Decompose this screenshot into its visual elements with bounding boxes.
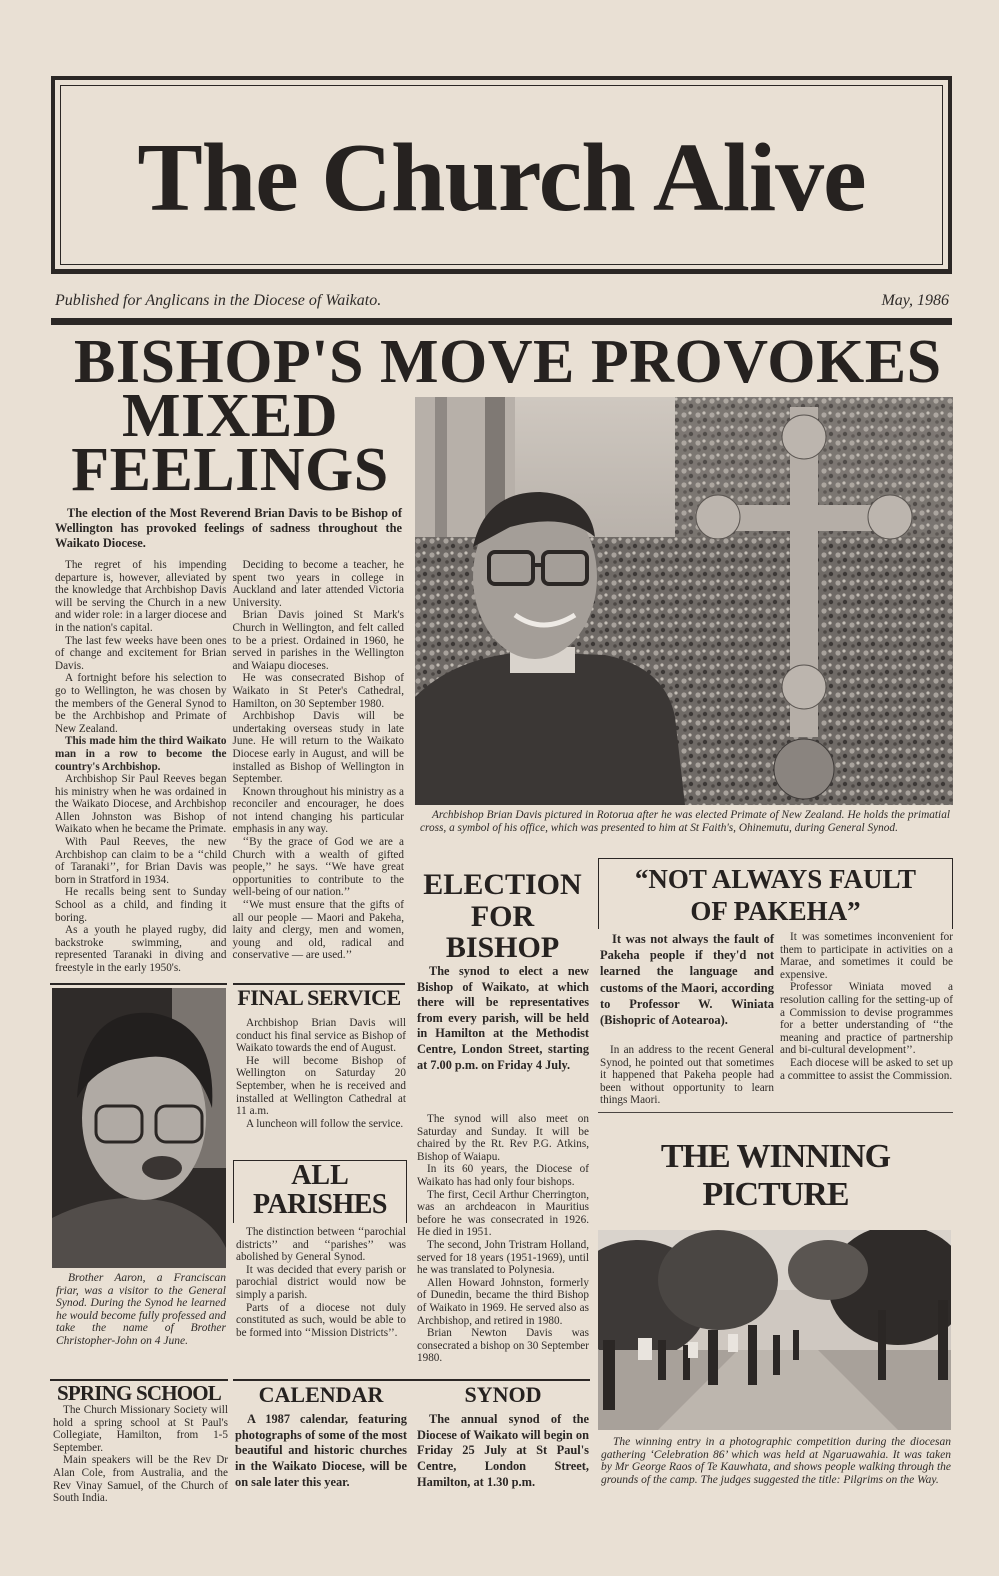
election-headline-line2: FOR <box>470 900 535 933</box>
winning-photo-caption <box>601 1436 951 1486</box>
election-paragraph: Brian Newton Davis was consecrated a bishop on 30 September 1980. <box>417 1327 589 1365</box>
pakeha-lead-text: It was not always the fault of Pakeha people if they'd not learned the language and customs of the Maori, according to Professor W. Winiata (Bishopric of Aotearoa). <box>600 932 774 1028</box>
pakeha-paragraph: It was sometimes inconvenient for them to participate in activities on a Marae, and sometimes it could be expensive. <box>780 931 953 981</box>
winning-picture-headline-line1: THE WINNING <box>660 1138 891 1175</box>
pakeha-paragraph: Each diocese will be asked to set up a committee to assist the Commission. <box>780 1056 953 1082</box>
lead-paragraph: Archbishop Sir Paul Reeves began his ministry when he was ordained in the Waikato Diocese, and Archbishop Allen Johnston was Bishop of Waikato when he became the Primate. <box>55 773 227 836</box>
spring-school-paragraph: Main speakers will be the Rev Dr Alan Cole, from Australia, and the Rev Vinay Samuel, of the Church of South India. <box>53 1454 228 1505</box>
election-paragraph: The second, John Tristram Holland, served for 18 years (1951-1969), until he was translated to Polynesia. <box>417 1238 589 1277</box>
election-lead-text: The synod to elect a new Bishop of Waikato, at which there will be representatives from every parish, will be held in Hamilton at the Methodist Centre, London Street, starting at 7.00 p.m. on Friday 4 July. <box>417 964 589 1072</box>
brother-photo-caption <box>56 1272 226 1348</box>
final-service-paragraph: A luncheon will follow the service. <box>246 1117 404 1130</box>
lead-headline-line2: MIXED <box>121 382 339 450</box>
brother-aaron-image <box>52 988 226 1268</box>
synod-text: The annual synod of the Diocese of Waikato will begin on Friday 25 July at St Paul's Centre, London Street, Hamilton, at 1.30 p.m. <box>417 1412 589 1489</box>
masthead-frame <box>51 76 952 274</box>
calendar-synod-rule <box>233 1379 590 1381</box>
final-service-body <box>236 1017 406 1130</box>
pakeha-headline-line2: OF PAKEHA” <box>690 896 861 926</box>
lead-paragraph-highlight: This made him the third Waikato man in a row to become the country's Archbishop. <box>55 735 227 773</box>
final-service-headline: FINAL SERVICE <box>237 985 401 1010</box>
section-rule <box>51 318 952 325</box>
standfirst-text: The election of the Most Reverend Brian Davis to be Bishop of Wellington has provoked feelings of sadness throughout the Waikato Diocese. <box>55 506 402 550</box>
newspaper-title: The Church Alive <box>137 124 866 232</box>
lead-paragraph: He recalls being sent to Sunday School as a child, and finding it boring. <box>55 886 227 924</box>
pakeha-paragraph: In an address to the recent General Synod, he pointed out that sometimes it happened that Pakeha people had been without opportunity to learn things Maori. <box>600 1044 774 1107</box>
election-lead <box>417 964 589 1073</box>
lead-paragraph: ‘‘By the grace of God we are a Church with a wealth of gifted people,’’ he says. ‘‘We have great opportunities to contribute to the well-being of our nation.’’ <box>232 836 404 899</box>
election-headline-line3: BISHOP <box>445 931 560 964</box>
pakeha-body-col1 <box>600 1044 774 1107</box>
calendar-headline: CALENDAR <box>258 1382 384 1407</box>
lead-paragraph: As a youth he played rugby, did backstroke swimming, and represented Taranaki in diving and freestyle in the early 1950's. <box>55 924 227 974</box>
winning-photo <box>598 1230 951 1430</box>
pakeha-headline-line1: “NOT ALWAYS FAULT <box>634 864 917 894</box>
lead-headline-line1: BISHOP'S MOVE PROVOKES <box>74 328 942 396</box>
masthead-inner-frame <box>60 85 943 265</box>
final-service-paragraph: Archbishop Brian Davis will conduct his final service as Bishop of Waikato towards the end of August. <box>236 1017 406 1055</box>
lead-paragraph: Known throughout his ministry as a reconciler and encourager, he does not intend changing his particular emphasis in any way. <box>232 785 404 836</box>
spring-school-headline: SPRING SCHOOL <box>56 1381 222 1405</box>
lead-paragraph: The last few weeks have been ones of change and excitement for Brian Davis. <box>55 634 227 672</box>
pakeha-lead <box>600 931 774 1028</box>
election-paragraph: The first, Cecil Arthur Cherrington, was an archdeacon in Mauritius before he was consecrated in 1926. He died in 1951. <box>417 1188 589 1239</box>
main-photo-caption <box>420 809 950 834</box>
lead-story-body <box>55 559 404 977</box>
all-parishes-paragraph: It was decided that every parish or parochial district would now be simply a parish. <box>236 1263 406 1301</box>
brother-aaron-photo <box>52 988 226 1268</box>
pakeha-paragraph: Professor Winiata moved a resolution calling for the setting-up of a Commission to devise programmes for a better understanding of ‘‘the meaning and practice of partnership and bi-cultural development’’. <box>780 981 953 1057</box>
lead-headline-line3: FEELINGS <box>71 436 389 504</box>
all-parishes-paragraph: Parts of a diocese not duly constituted as such, would be able to be formed into ‘‘Mission Districts’’. <box>236 1301 406 1339</box>
archbishop-with-cross-image <box>415 397 953 805</box>
calendar-body <box>235 1412 407 1491</box>
masthead-rule <box>51 269 952 273</box>
all-parishes-headline-line2: PARISHES <box>253 1189 387 1220</box>
calendar-text: A 1987 calendar, featuring photographs of some of the most beautiful and historic churches in the Waikato Diocese, will be on sale later this year. <box>235 1412 407 1489</box>
main-photo <box>415 397 953 805</box>
masthead-tagline: Published for Anglicans in the Diocese of Waikato. <box>55 292 382 309</box>
lead-standfirst <box>55 506 402 551</box>
lead-paragraph: The regret of his impending departure is, however, alleviated by the knowledge that Archbishop Davis will be serving the Church in a new and wider role: in a larger diocese and in the nation's capital. <box>55 559 227 634</box>
lead-paragraph: A fortnight before his selection to go to Wellington, he was chosen by the members of the General Synod to be the Archbishop and Primate of New Zealand. <box>55 672 227 735</box>
spring-school-body <box>53 1404 228 1505</box>
lead-paragraph: Archbishop Davis will be undertaking overseas study in late June. He will return to the Waikato Diocese early in August, and will be installed as Bishop of Wellington in September. <box>232 710 404 786</box>
issue-date: May, 1986 <box>881 292 949 309</box>
all-parishes-headline-line1: ALL <box>291 1160 349 1191</box>
election-headline-line1: ELECTION <box>423 868 582 901</box>
all-parishes-paragraph: The distinction between ‘‘parochial districts’’ and ‘‘parishes’’ was abolished by General Synod. <box>236 1226 406 1264</box>
lead-paragraph: Deciding to become a teacher, he spent two years in college in Auckland and later attended Victoria University. <box>232 559 404 609</box>
brother-photo-rule <box>50 983 227 985</box>
all-parishes-body <box>236 1226 406 1339</box>
spring-school-paragraph: The Church Missionary Society will hold a spring school at St Paul's Collegiate, Hamilton, from 1-5 September. <box>53 1404 228 1454</box>
final-service-paragraph: He will become Bishop of Wellington on Saturday 20 September, when he is received and installed at Wellington Cathedral at 11 a.m. <box>236 1054 406 1118</box>
winning-photo-caption-text: The winning entry in a photographic competition during the diocesan gathering ‘Celebration 86’ which was held at Ngaruawahia. It was taken by Mr George Raos of Te Kauwhata, and shows people walking through the grounds of the camp. The judges suggested the title: Pilgrims on the Way. <box>601 1436 951 1486</box>
synod-body <box>417 1412 589 1491</box>
pakeha-body-col2 <box>780 931 953 1082</box>
pilgrims-on-the-way-image <box>598 1230 951 1430</box>
lead-paragraph: ‘‘We must ensure that the gifts of all our people — Maori and Pakeha, laity and clergy, men and women, young and old, radical and conservative — are used.’’ <box>232 899 404 962</box>
brother-photo-caption-text: Brother Aaron, a Franciscan friar, was a visitor to the General Synod. During the Synod he learned he would become fully professed and take the name of Brother Christopher-John on 4 June. <box>56 1272 226 1347</box>
pakeha-bottom-rule <box>598 1112 953 1113</box>
election-paragraph: The synod will also meet on Saturday and Sunday. It will be chaired by the Rt. Rev P.G. Atkins, Bishop of Waiapu. <box>417 1113 589 1163</box>
winning-picture-headline-line2: PICTURE <box>702 1176 849 1213</box>
lead-paragraph: Brian Davis joined St Mark's Church in Wellington, and felt called to be a priest. Ordained in 1960, he served in parishes in the Wellington and Waiapu dioceses. <box>232 609 404 672</box>
election-paragraph: In its 60 years, the Diocese of Waikato has had only four bishops. <box>417 1163 589 1188</box>
synod-headline: SYNOD <box>464 1382 542 1407</box>
lead-paragraph: With Paul Reeves, the new Archbishop can claim to be a ‘‘child of Taranaki’’, for Brian Davis was born in Stratford in 1934. <box>55 836 227 886</box>
election-paragraph: Allen Howard Johnston, formerly of Dunedin, became the third Bishop of Waikato in 1969. He served also as Archbishop, and retired in 1980. <box>417 1276 589 1327</box>
lead-paragraph: He was consecrated Bishop of Waikato in St Peter's Cathedral, Hamilton, on 30 September 1980. <box>232 672 404 710</box>
election-body <box>417 1113 589 1365</box>
main-photo-caption-text: Archbishop Brian Davis pictured in Rotorua after he was elected Primate of New Zealand. He holds the primatial cross, a symbol of his office, which was presented to him at St Faith's, Ohinemutu, during General Synod. <box>420 809 950 834</box>
